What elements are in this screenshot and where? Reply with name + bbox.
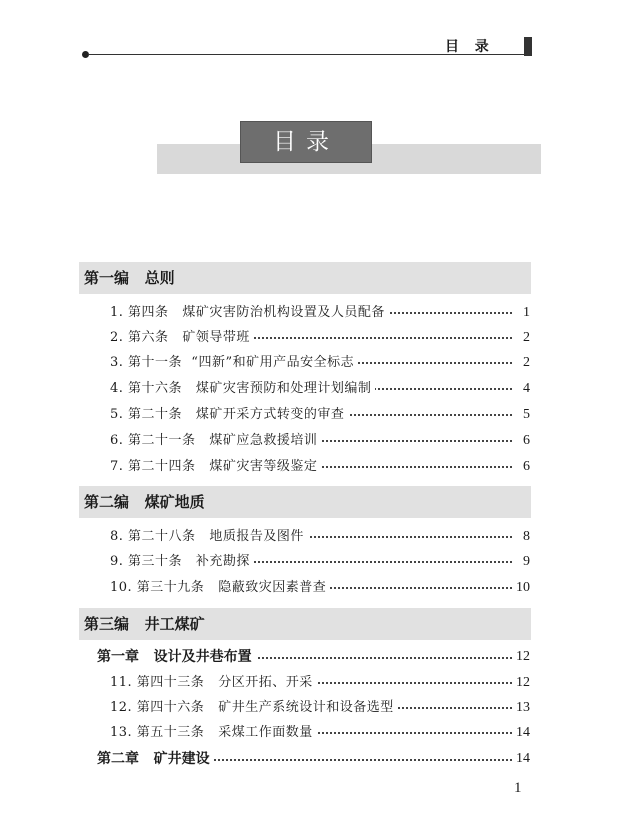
entry-label: 7. 第二十四条 煤矿灾害等级鉴定 <box>110 456 321 478</box>
entry-label: 5. 第二十条 煤矿开采方式转变的审查 <box>110 404 348 426</box>
entry-label: 10. 第三十九条 隐蔽致灾因素普查 <box>110 577 330 599</box>
page-number: 1 <box>514 780 522 796</box>
toc-entry-11[interactable] <box>110 672 530 694</box>
entry-page: 14 <box>516 725 530 740</box>
chapter-label: 第一章 设计及井巷布置 <box>97 645 256 669</box>
entry-label: 1. 第四条 煤矿灾害防治机构设置及人员配备 <box>110 302 389 324</box>
toc-entry-13[interactable] <box>110 722 530 744</box>
toc-entry-4[interactable] <box>110 378 530 400</box>
entry-page: 4 <box>523 381 530 396</box>
entry-label: 12. 第四十六条 矿井生产系统设计和设备选型 <box>110 697 398 719</box>
entry-page: 2 <box>523 355 530 370</box>
entry-page: 6 <box>523 459 530 474</box>
entry-label: 8. 第二十八条 地质报告及图件 <box>110 526 308 548</box>
toc-entry-10[interactable] <box>110 577 530 599</box>
entry-label: 2. 第六条 矿领导带班 <box>110 327 254 349</box>
toc-entry-8[interactable] <box>110 526 530 548</box>
entry-page: 6 <box>523 433 530 448</box>
entry-page: 9 <box>523 554 530 569</box>
entry-label: 6. 第二十一条 煤矿应急救援培训 <box>110 430 321 452</box>
entry-page: 2 <box>523 330 530 345</box>
toc-entry-5[interactable] <box>110 404 530 426</box>
entry-label: 4. 第十六条 煤矿灾害预防和处理计划编制 <box>110 378 375 400</box>
part-title-2: 第二编 煤矿地质 <box>84 493 205 511</box>
entry-page: 8 <box>523 529 530 544</box>
toc-entry-1[interactable] <box>110 302 530 324</box>
part-title-3: 第三编 井工煤矿 <box>84 615 205 633</box>
toc-chapter-2[interactable] <box>97 747 530 771</box>
running-title: 目 录 <box>445 39 491 55</box>
entry-page: 1 <box>523 305 530 320</box>
toc-entry-3[interactable] <box>110 352 530 374</box>
page-title: 目录 <box>273 129 339 155</box>
entry-page: 12 <box>516 675 530 690</box>
entry-page: 13 <box>516 700 530 715</box>
entry-page: 10 <box>516 580 530 595</box>
entry-label: 9. 第三十条 补充勘探 <box>110 551 254 573</box>
toc-entry-12[interactable] <box>110 697 530 719</box>
toc-entry-6[interactable] <box>110 430 530 452</box>
part-title-1: 第一编 总则 <box>84 269 175 287</box>
toc-entry-2[interactable] <box>110 327 530 349</box>
header-bar <box>524 37 532 56</box>
toc-entry-7[interactable] <box>110 456 530 478</box>
chapter-label: 第二章 矿井建设 <box>97 747 214 771</box>
chapter-page: 14 <box>516 751 530 766</box>
entry-label: 3. 第十一条 “四新”和矿用产品安全标志 <box>110 352 358 374</box>
toc-chapter-1[interactable] <box>97 645 530 669</box>
chapter-page: 12 <box>516 649 530 664</box>
entry-label: 11. 第四十三条 分区开拓、开采 <box>110 672 317 694</box>
entry-page: 5 <box>523 407 530 422</box>
entry-label: 13. 第五十三条 采煤工作面数量 <box>110 722 317 744</box>
toc-entry-9[interactable] <box>110 551 530 573</box>
